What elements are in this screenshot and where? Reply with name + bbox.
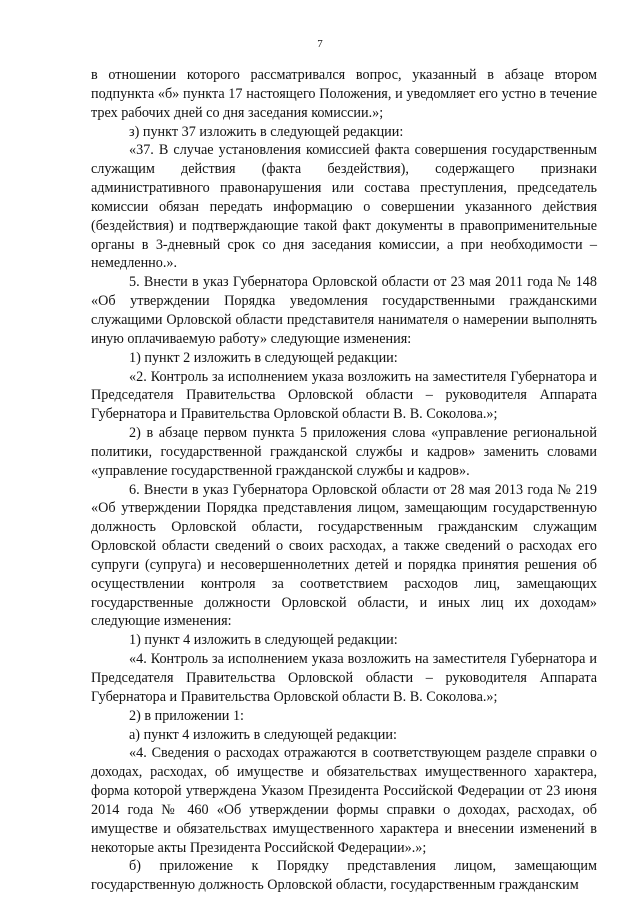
paragraph: «37. В случае установления комиссией факта совершения государственным служащим действия (факта бездействия), содержащего признаки административного правонарушения или состава преступления, председатель комиссии обязан передать информацию о совершении указанного действия (бездействия) и подтверждающие такой факт документы в правоприменительные органы в 3-дневный срок со дня заседания комиссии, а при необходимости – немедленно.».	[91, 142, 597, 272]
paragraph: 1) пункт 4 изложить в следующей редакции:	[129, 632, 398, 649]
paragraph: 2) в приложении 1:	[129, 707, 244, 724]
paragraph: 1) пункт 2 изложить в следующей редакции:	[129, 349, 398, 366]
document-body	[91, 66, 597, 895]
paragraph: «4. Сведения о расходах отражаются в соответствующем разделе справки о доходах, расходах, об имуществе и обязательствах имущественного характера, форма которой утверждена Указом Президента Российской Федерации от 23 июня 2014 года № 460 «Об утверждении формы справки о доходах, расходах, об имуществе и обязательствах имущественного характера и внесении изменений в некоторые акты Президента Российской Федерации».»;	[91, 745, 597, 856]
paragraph: «4. Контроль за исполнением указа возложить на заместителя Губернатора и Председателя Правительства Орловской области – руководителя Аппарата Губернатора и Правительства Орловской области В. В. Соколова.»;	[91, 651, 597, 705]
paragraph: 2) в абзаце первом пункта 5 приложения слова «управление региональной политики, государственной гражданской службы и кадров» заменить словами «управление государственной гражданской службы и кадров».	[91, 425, 597, 479]
paragraph: 6. Внести в указ Губернатора Орловской области от 28 мая 2013 года № 219 «Об утверждении Порядка представления лицом, замещающим государственную должность Орловской области, государственным гражданским служащим Орловской области сведений о своих расходах, а также сведений о расходах его супруги (супруга) и несовершеннолетних детей и порядка принятия решения об осуществлении контроля за соответствием расходов лиц, замещающих государственные должности Орловской области, и иных лиц их доходам» следующие изменения:	[91, 481, 597, 630]
paragraph: а) пункт 4 изложить в следующей редакции:	[129, 726, 397, 743]
page-number: 7	[317, 38, 323, 50]
paragraph: 5. Внести в указ Губернатора Орловской области от 23 мая 2011 года № 148 «Об утверждении Порядка уведомления государственными гражданскими служащими Орловской области представителя нанимателя о намерении выполнять иную оплачиваемую работу» следующие изменения:	[91, 274, 597, 347]
paragraph: б) приложение к Порядку представления лицом, замещающим государственную должность Орловской области, государственным гражданским	[91, 858, 597, 894]
paragraph: з) пункт 37 изложить в следующей редакции:	[129, 123, 404, 140]
paragraph: в отношении которого рассматривался вопрос, указанный в абзаце втором подпункта «б» пункта 17 настоящего Положения, и уведомляет его устно в течение трех рабочих дней со дня заседания комиссии.»;	[91, 67, 597, 121]
paragraph: «2. Контроль за исполнением указа возложить на заместителя Губернатора и Председателя Правительства Орловской области – руководителя Аппарата Губернатора и Правительства Орловской области В. В. Соколова.»;	[91, 368, 597, 423]
